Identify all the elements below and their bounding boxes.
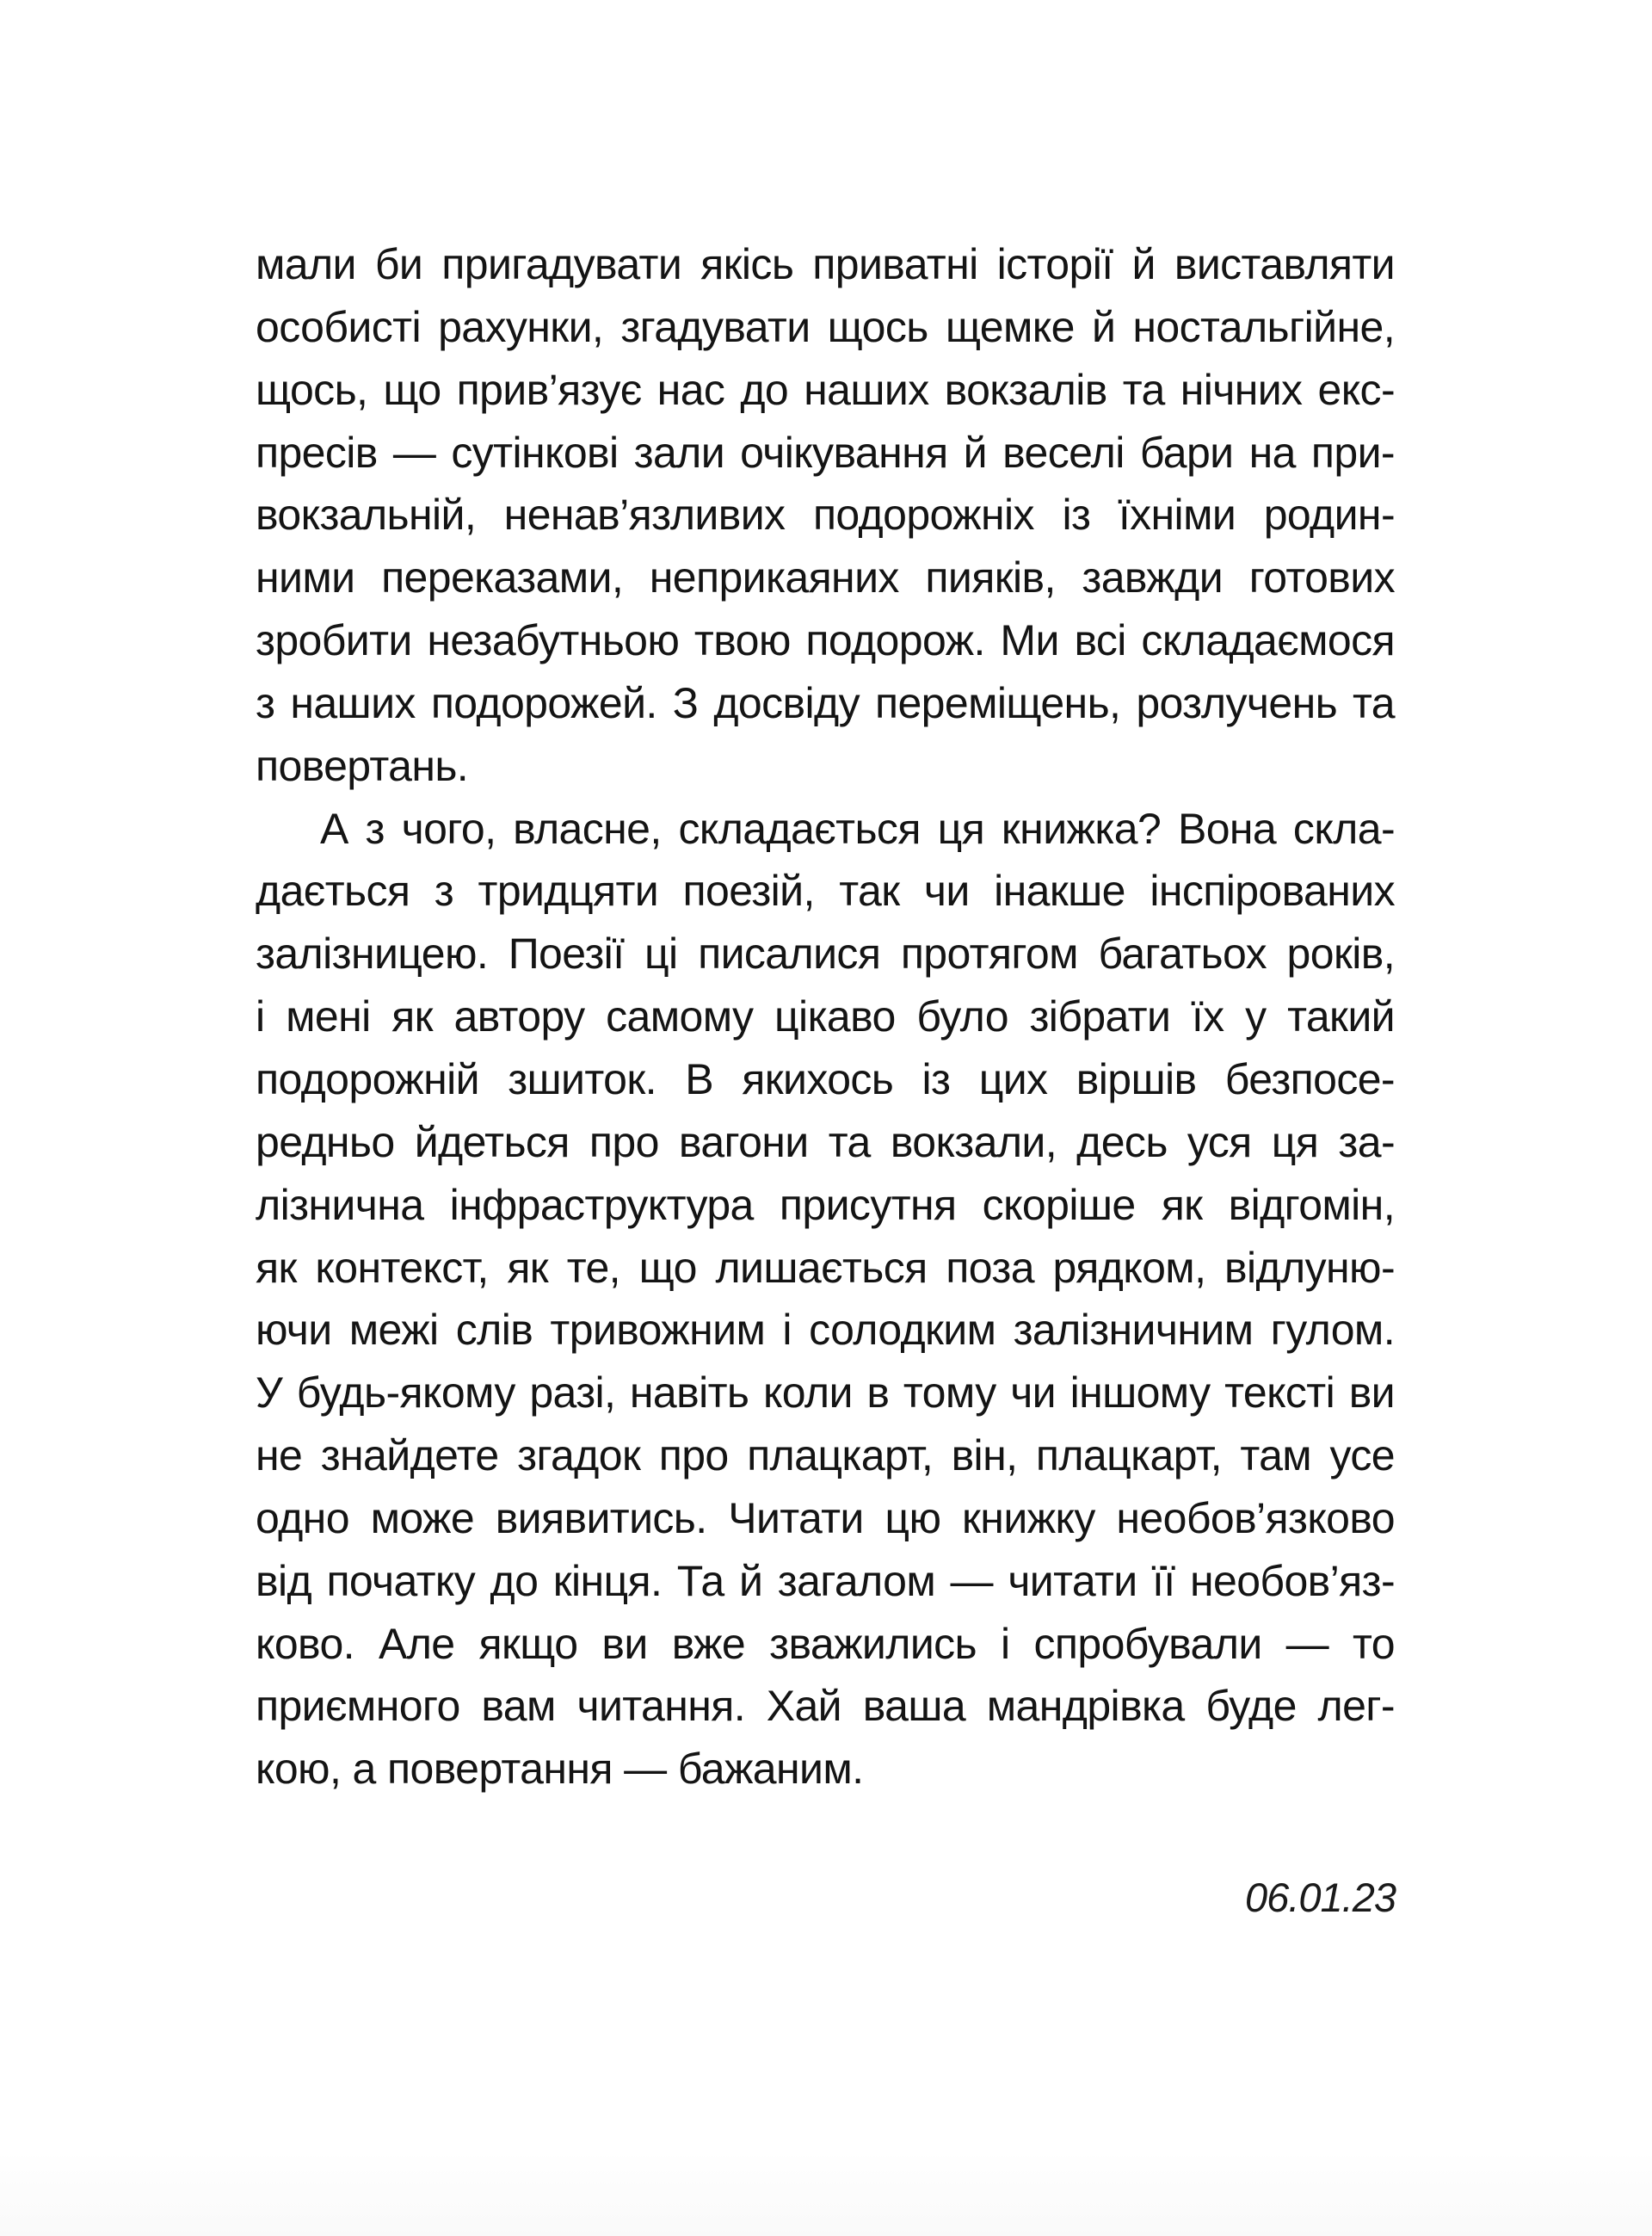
text-line: подорожній зшиток. В якихось із цих віршів безпосе- [256, 1054, 1395, 1103]
paragraph-2 [256, 798, 1395, 1801]
text-line: А з чого, власне, складається ця книжка? Вона скла- [320, 804, 1395, 853]
text-line: одно може виявитись. Читати цю книжку необов’язково [256, 1493, 1395, 1542]
text-line: приємного вам читання. Хай ваша мандрівка буде лег- [256, 1682, 1395, 1731]
text-line: не знайдете згадок про плацкарт, він, плацкарт, там усе [256, 1431, 1395, 1480]
text-line: вокзальній, ненав’язливих подорожніх із їхніми родин- [256, 491, 1395, 540]
text-line: лізнична інфраструктура присутня скоріше як відгомін, [256, 1180, 1395, 1229]
text-line: У будь-якому разі, навіть коли в тому чи іншому тексті ви [256, 1368, 1395, 1418]
text-line: зробити незабутньою твою подорож. Ми всі складаємося [256, 616, 1395, 665]
text-line: від початку до кінця. Та й загалом — читати її необов’яз- [256, 1556, 1395, 1605]
date-signature: 06.01.23 [1245, 1875, 1396, 1920]
text-line: особисті рахунки, згадувати щось щемке й ностальгійне, [256, 302, 1395, 351]
text-line: редньо йдеться про вагони та вокзали, десь уся ця за- [256, 1117, 1395, 1166]
text-line: мали би пригадувати якісь приватні історії й виставляти [256, 240, 1395, 288]
text-line: повертань. [256, 741, 469, 790]
text-line: щось, що прив’язує нас до наших вокзалів та нічних екс- [256, 365, 1395, 414]
paragraph-1 [256, 233, 1395, 798]
body-text [256, 233, 1395, 1801]
text-line: дається з тридцяти поезій, так чи інакше інспірованих [256, 867, 1395, 916]
text-line: ково. Але якщо ви вже зважились і спробували — то [256, 1619, 1395, 1668]
text-line: пресів — сутінкові зали очікування й веселі бари на при- [256, 428, 1395, 477]
text-line: і мені як автору самому цікаво було зібрати їх у такий [256, 992, 1395, 1041]
text-line: як контекст, як те, що лишається поза рядком, відлуню- [256, 1243, 1395, 1292]
text-line: ючи межі слів тривожним і солодким залізничним гулом. [256, 1306, 1395, 1355]
text-line: з наших подорожей. З досвіду переміщень, розлучень та [256, 678, 1395, 727]
text-line: кою, а повертання — бажаним. [256, 1745, 864, 1794]
text-line: залізницею. Поезії ці писалися протягом багатьох років, [256, 930, 1395, 979]
text-line: ними переказами, неприкаяних пияків, завжди готових [256, 553, 1395, 602]
